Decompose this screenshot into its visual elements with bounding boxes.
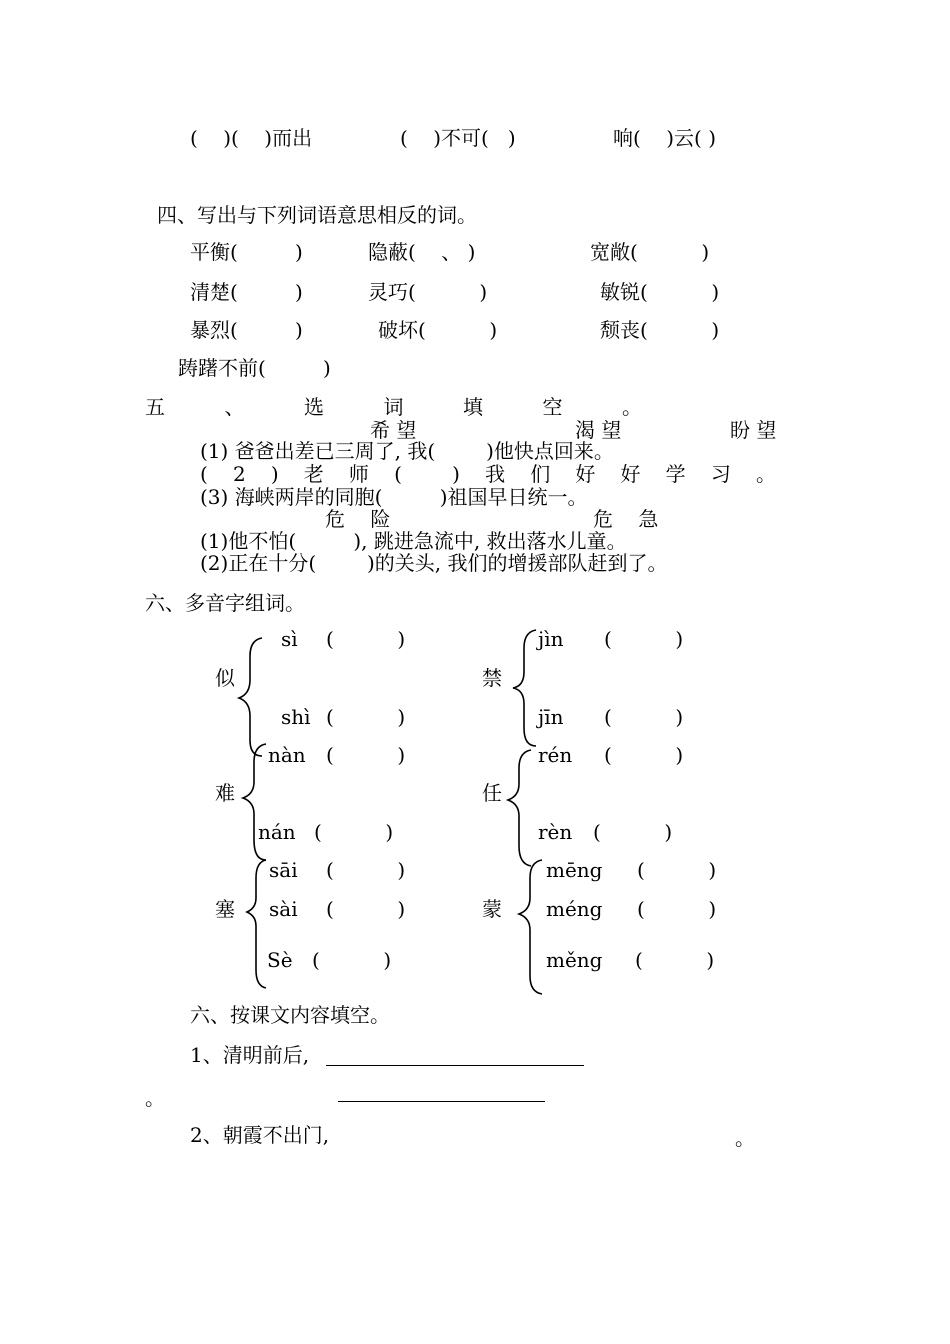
answer-blank: ( ) [604, 627, 684, 651]
answer-line[interactable] [326, 1065, 584, 1066]
pinyin: rén [538, 743, 573, 767]
pinyin: rèn [538, 820, 573, 844]
section-4-title: 四、写出与下列词语意思相反的词。 [157, 203, 477, 227]
answer-blank: ( ) [604, 705, 684, 729]
sentence: (3) 海峡两岸的同胞( )祖国早日统一。 [200, 485, 588, 509]
answer-blank: ( ) [637, 858, 717, 882]
answer-blank: ( ) [312, 948, 392, 972]
pinyin: shì [281, 705, 311, 729]
sentence: (1) 爸爸出差已三周了, 我( )他快点回来。 [200, 439, 614, 463]
sentence: (2)正在十分( )的关头, 我们的增援部队赶到了。 [200, 551, 668, 575]
answer-blank: ( ) [326, 705, 406, 729]
polyphone-char: 塞 [215, 897, 235, 921]
antonym-item: 平衡( ) [190, 240, 303, 264]
pinyin: méng [546, 897, 603, 921]
answer-line[interactable] [338, 1101, 545, 1102]
word-option: 希 望 [370, 418, 417, 442]
brace [510, 628, 540, 748]
antonym-item: 宽敞( ) [590, 240, 710, 264]
pinyin: sāi [269, 858, 298, 882]
idiom-blank-1: ( )( )而出 [190, 126, 313, 150]
polyphone-char: 似 [215, 666, 235, 690]
word-option: 危 急 [593, 507, 659, 531]
pinyin: jīn [538, 705, 564, 729]
polyphone-char: 蒙 [482, 897, 502, 921]
question-2: 2、朝霞不出门, [190, 1123, 330, 1147]
polyphone-char: 任 [482, 781, 502, 805]
idiom-blank-2: ( )不可( ) [400, 126, 516, 150]
sentence: (1)他不怕( ), 跳进急流中, 救出落水儿童。 [200, 529, 627, 553]
sentence: ( 2 ) 老 师 ( ) 我 们 好 好 学 习 。 [200, 462, 776, 486]
antonym-item: 敏锐( ) [600, 280, 720, 304]
brace [505, 748, 535, 868]
word-option: 渴 望 [575, 418, 622, 442]
answer-blank: ( ) [635, 948, 715, 972]
antonym-item: 踌躇不前( ) [178, 356, 331, 380]
answer-blank: ( ) [326, 743, 406, 767]
brace [516, 858, 546, 996]
antonym-item: 暴烈( ) [190, 318, 303, 342]
section-6-title: 六、多音字组词。 [145, 591, 305, 615]
answer-blank: ( ) [326, 897, 406, 921]
pinyin: nán [258, 820, 296, 844]
antonym-item: 清楚( ) [190, 280, 303, 304]
brace [236, 636, 266, 758]
polyphone-char: 禁 [482, 666, 502, 690]
pinyin: nàn [268, 743, 306, 767]
pinyin: sài [269, 897, 298, 921]
answer-blank: ( ) [637, 897, 717, 921]
question-1-end: 。 [145, 1086, 165, 1110]
word-option: 危 险 [325, 507, 391, 531]
answer-blank: ( ) [314, 820, 394, 844]
question-1: 1、清明前后, [190, 1043, 310, 1067]
polyphone-char: 难 [215, 781, 235, 805]
pinyin: jìn [538, 627, 564, 651]
pinyin: měng [546, 948, 603, 972]
brace [240, 742, 270, 862]
pinyin: Sè [267, 948, 293, 972]
antonym-item: 颓丧( ) [600, 318, 720, 342]
section-5-title: 五 、 选 词 填 空 。 [145, 395, 642, 419]
antonym-item: 灵巧( ) [368, 280, 488, 304]
antonym-item: 隐蔽( 、 ) [368, 240, 476, 264]
question-2-end: 。 [735, 1126, 755, 1150]
answer-blank: ( ) [604, 743, 684, 767]
answer-blank: ( ) [326, 858, 406, 882]
pinyin: sì [281, 627, 298, 651]
pinyin: mēng [546, 858, 603, 882]
word-option: 盼 望 [730, 418, 777, 442]
answer-blank: ( ) [326, 627, 406, 651]
answer-blank: ( ) [593, 820, 673, 844]
idiom-blank-3: 响( )云( ) [613, 126, 716, 150]
section-6b-title: 六、按课文内容填空。 [190, 1003, 390, 1027]
antonym-item: 破坏( ) [378, 318, 498, 342]
